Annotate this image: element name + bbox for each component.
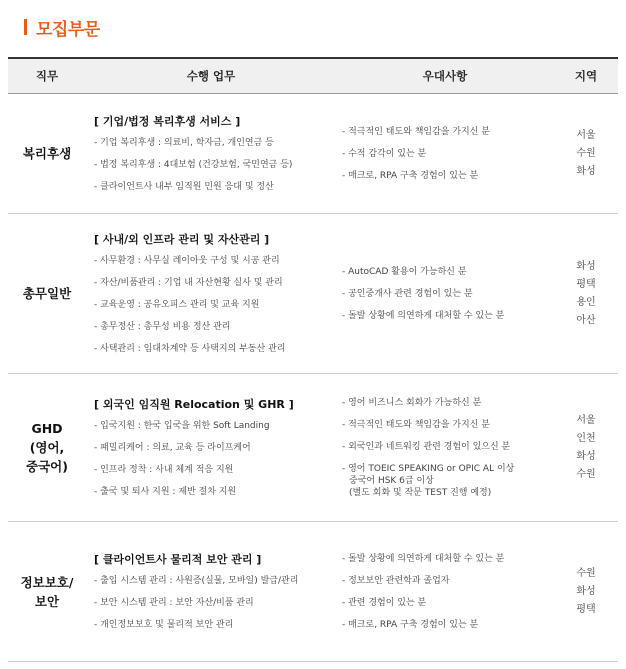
- duty-item: - 교육운영 : 공유오피스 관리 및 교육 지원: [94, 300, 260, 310]
- region-item: 서울: [576, 414, 596, 426]
- duty-item: - 보안 시스템 관리 : 보안 자산/비품 관리: [94, 598, 254, 608]
- table-row: [8, 522, 618, 662]
- duty-item: - 사택관리 : 임대차계약 등 사택지의 부동산 관리: [94, 344, 286, 354]
- region-item: 평택: [576, 278, 596, 290]
- preference-line: - 정보보안 관련학과 졸업자: [342, 575, 450, 586]
- region-item: 화성: [576, 260, 596, 272]
- preference-item: [342, 597, 554, 609]
- preference-item: [342, 266, 554, 278]
- job-title-cell: [8, 214, 86, 374]
- preference-line: - 적극적인 태도와 책임감을 가지신 분: [342, 126, 490, 137]
- preference-item: [342, 310, 554, 322]
- preference-line: - 외국인과 네트워킹 관련 경험이 있으신 분: [342, 441, 511, 452]
- preference-item: [342, 170, 554, 182]
- job-title-cell: [8, 374, 86, 522]
- duty-item: - 클라이언트사 내부 임직원 민원 응대 및 정산: [94, 182, 274, 192]
- job-title-line: 복리후생: [22, 146, 72, 161]
- preference-line: - 매크로, RPA 구축 경험이 있는 분: [342, 170, 479, 181]
- region-cell: [554, 94, 618, 214]
- preference-item: [342, 441, 554, 453]
- region-item: 용인: [576, 296, 596, 308]
- duty-item: - 개인정보보호 및 물리적 보안 관리: [94, 620, 234, 630]
- preference-item: [342, 463, 554, 499]
- region-cell: [554, 374, 618, 522]
- job-title-line: 보안: [34, 593, 60, 609]
- duty-item: - 출입 시스템 관리 : 사원증(실물, 모바일) 발급/관리: [94, 576, 299, 586]
- preference-line: (별도 회화 및 작문 TEST 진행 예정): [349, 487, 492, 498]
- job-title-cell: [8, 94, 86, 214]
- preference-item: [342, 619, 554, 631]
- preference-item: [342, 288, 554, 300]
- preference-item: [342, 126, 554, 138]
- section-title: 모집부문: [36, 19, 100, 40]
- region-item: 인천: [576, 432, 596, 444]
- preference-line: - 돌발 상황에 의연하게 대처할 수 있는 분: [342, 553, 505, 564]
- job-title-line: (영어,: [29, 440, 65, 455]
- region-item: 화성: [576, 450, 596, 462]
- preferences-cell: [336, 374, 554, 522]
- preference-line: - AutoCAD 활용이 가능하신 분: [342, 266, 467, 277]
- duties-heading: [ 사내/외 인프라 관리 및 자산관리 ]: [94, 233, 270, 246]
- duty-item: - 입국지원 : 한국 입국을 위한 Soft Landing: [94, 421, 270, 431]
- preference-line: - 영어 비즈니스 회화가 가능하신 분: [342, 397, 482, 408]
- job-title-line: 중국어): [26, 459, 68, 474]
- job-title-line: 정보보호/: [20, 574, 74, 590]
- section-header: [24, 14, 100, 40]
- preferences-cell: [336, 214, 554, 374]
- table-row: [8, 94, 618, 214]
- region-item: 아산: [576, 314, 596, 326]
- region-item: 수원: [576, 567, 596, 579]
- region-item: 화성: [576, 585, 596, 597]
- column-header-preferences: 우대사항: [336, 58, 554, 94]
- preference-line: - 돌발 상황에 의연하게 대처할 수 있는 분: [342, 310, 505, 321]
- column-header-job: 직무: [8, 58, 86, 94]
- column-header-region: 지역: [554, 58, 618, 94]
- preference-line: - 매크로, RPA 구축 경험이 있는 분: [342, 619, 479, 630]
- column-header-duties: 수행 업무: [86, 58, 336, 94]
- table-row: [8, 214, 618, 374]
- duties-heading: [ 외국인 임직원 Relocation 및 GHR ]: [94, 398, 294, 411]
- duty-item: - 자산/비품관리 : 기업 내 자산현황 실사 및 관리: [94, 278, 283, 288]
- job-title-line: GHD: [31, 421, 63, 436]
- recruitment-table: [8, 57, 618, 662]
- region-item: 화성: [576, 165, 596, 177]
- duty-item: - 패밀리케어 : 의료, 교육 등 라이프케어: [94, 443, 251, 453]
- region-cell: [554, 522, 618, 662]
- duty-item: - 출국 및 퇴사 지원 : 제반 절차 지원: [94, 487, 237, 497]
- preference-line: - 수적 감각이 있는 분: [342, 148, 427, 159]
- preference-line: - 공인중개사 관련 경험이 있는 분: [342, 288, 473, 299]
- duty-item: - 법정 복리후생 : 4대보험 (건강보험, 국민연금 등): [94, 160, 293, 170]
- duties-cell: [86, 94, 336, 214]
- preference-line: - 영어 TOEIC SPEAKING or OPIC AL 이상: [342, 463, 515, 474]
- preference-item: [342, 148, 554, 160]
- preferences-cell: [336, 94, 554, 214]
- duties-cell: [86, 374, 336, 522]
- region-item: 수원: [576, 468, 596, 480]
- table-header-row: [8, 58, 618, 94]
- preference-line: 중국어 HSK 6급 이상: [349, 475, 434, 486]
- region-item: 서울: [576, 129, 596, 141]
- duties-heading: [ 기업/법정 복리후생 서비스 ]: [94, 115, 241, 128]
- duty-item: - 인프라 정착 : 사내 체계 적응 지원: [94, 465, 234, 475]
- region-cell: [554, 214, 618, 374]
- preference-item: [342, 419, 554, 431]
- duty-item: - 사무환경 : 사무실 레이아웃 구성 및 시공 관리: [94, 256, 280, 266]
- preferences-cell: [336, 522, 554, 662]
- preference-item: [342, 553, 554, 565]
- duty-item: - 기업 복리후생 : 의료비, 학자금, 개인연금 등: [94, 138, 274, 148]
- preference-line: - 관련 경험이 있는 분: [342, 597, 427, 608]
- duties-cell: [86, 522, 336, 662]
- duties-heading: [ 클라이언트사 물리적 보안 관리 ]: [94, 553, 262, 566]
- table-row: [8, 374, 618, 522]
- duties-cell: [86, 214, 336, 374]
- duty-item: - 총무정산 : 총무성 비용 정산 관리: [94, 322, 231, 332]
- region-item: 평택: [576, 603, 596, 615]
- job-title-cell: [8, 522, 86, 662]
- preference-line: - 적극적인 태도와 책임감을 가지신 분: [342, 419, 490, 430]
- region-item: 수원: [576, 147, 596, 159]
- preference-item: [342, 397, 554, 409]
- title-accent-bar: [24, 19, 27, 35]
- job-title-line: 총무일반: [22, 286, 72, 301]
- preference-item: [342, 575, 554, 587]
